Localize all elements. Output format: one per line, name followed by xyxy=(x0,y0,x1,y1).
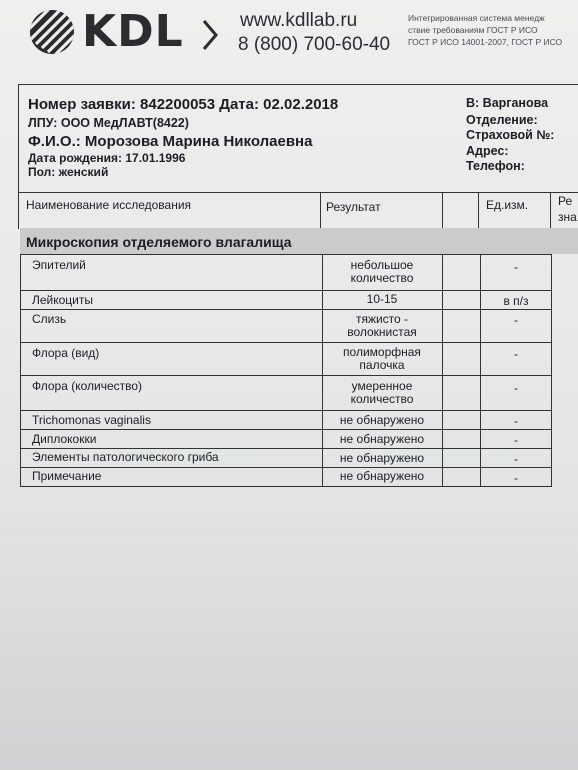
test-result: умеренное количество xyxy=(350,379,414,406)
test-unit: в п/з xyxy=(503,294,529,308)
column-header-result: Результат xyxy=(326,200,381,214)
test-result: 10-15 xyxy=(366,292,398,306)
address-line: Адрес: xyxy=(466,144,509,158)
test-name: Флора (количество) xyxy=(32,379,143,393)
birth-date-line: Дата рождения: 17.01.1996 xyxy=(28,151,186,165)
test-unit: - xyxy=(514,452,518,466)
test-unit: - xyxy=(514,313,518,327)
department-line: Отделение: xyxy=(466,113,538,127)
test-name: Лейкоциты xyxy=(32,293,94,307)
test-unit: - xyxy=(514,433,518,447)
test-result: не обнаружено xyxy=(339,451,425,465)
test-unit: - xyxy=(514,260,518,274)
test-name: Примечание xyxy=(32,469,102,483)
column-header-name: Наименование исследования xyxy=(26,198,192,212)
kdl-logo-text: KDL xyxy=(82,6,184,57)
order-number-line: Номер заявки: 842200053 Дата: 02.02.2018 xyxy=(28,96,339,113)
kdl-logo-icon xyxy=(30,10,74,54)
phone-line: Телефон: xyxy=(466,159,525,173)
test-unit: - xyxy=(514,381,518,395)
phone-text: 8 (800) 700-60-40 xyxy=(238,34,391,55)
section-title: Микроскопия отделяемого влагалища xyxy=(26,234,292,250)
test-name: Элементы патологического гриба xyxy=(32,450,219,464)
test-result: тяжисто - волокнистая xyxy=(347,312,417,339)
test-unit: - xyxy=(514,471,518,485)
patient-name-line: Ф.И.О.: Морозова Марина Николаевна xyxy=(28,133,313,150)
test-unit: - xyxy=(514,347,518,361)
test-result: не обнаружено xyxy=(339,469,425,483)
insurance-line: Страховой №: xyxy=(466,128,555,142)
test-name: Слизь xyxy=(32,312,67,326)
lpu-line: ЛПУ: ООО МедЛАВТ(8422) xyxy=(28,116,189,130)
column-header-reference-cont: зна xyxy=(558,210,577,224)
test-name: Эпителий xyxy=(32,258,86,272)
chevron-right-icon xyxy=(200,18,220,52)
test-result: не обнаружено xyxy=(339,413,425,427)
test-name: Диплококки xyxy=(32,432,97,446)
test-name: Флора (вид) xyxy=(32,346,100,360)
test-unit: - xyxy=(514,414,518,428)
test-result: небольшое количество xyxy=(350,258,414,285)
test-result: не обнаружено xyxy=(339,432,425,446)
sex-line: Пол: женский xyxy=(28,165,109,179)
column-header-reference: Ре xyxy=(558,194,573,208)
certification-text: Интегрированная система менедж ствие требованиям ГОСТ Р ИСО ГОСТ Р ИСО 14001-2007, ГОСТ Р ИСО xyxy=(408,13,563,47)
column-header-unit: Ед.изм. xyxy=(486,198,529,212)
paper-shadow xyxy=(0,520,578,770)
website-text: www.kdllab.ru xyxy=(240,10,358,31)
test-name: Trichomonas vaginalis xyxy=(32,413,151,427)
doctor-line: В: Варганова xyxy=(466,96,549,110)
test-result: полиморфная палочка xyxy=(343,345,421,372)
